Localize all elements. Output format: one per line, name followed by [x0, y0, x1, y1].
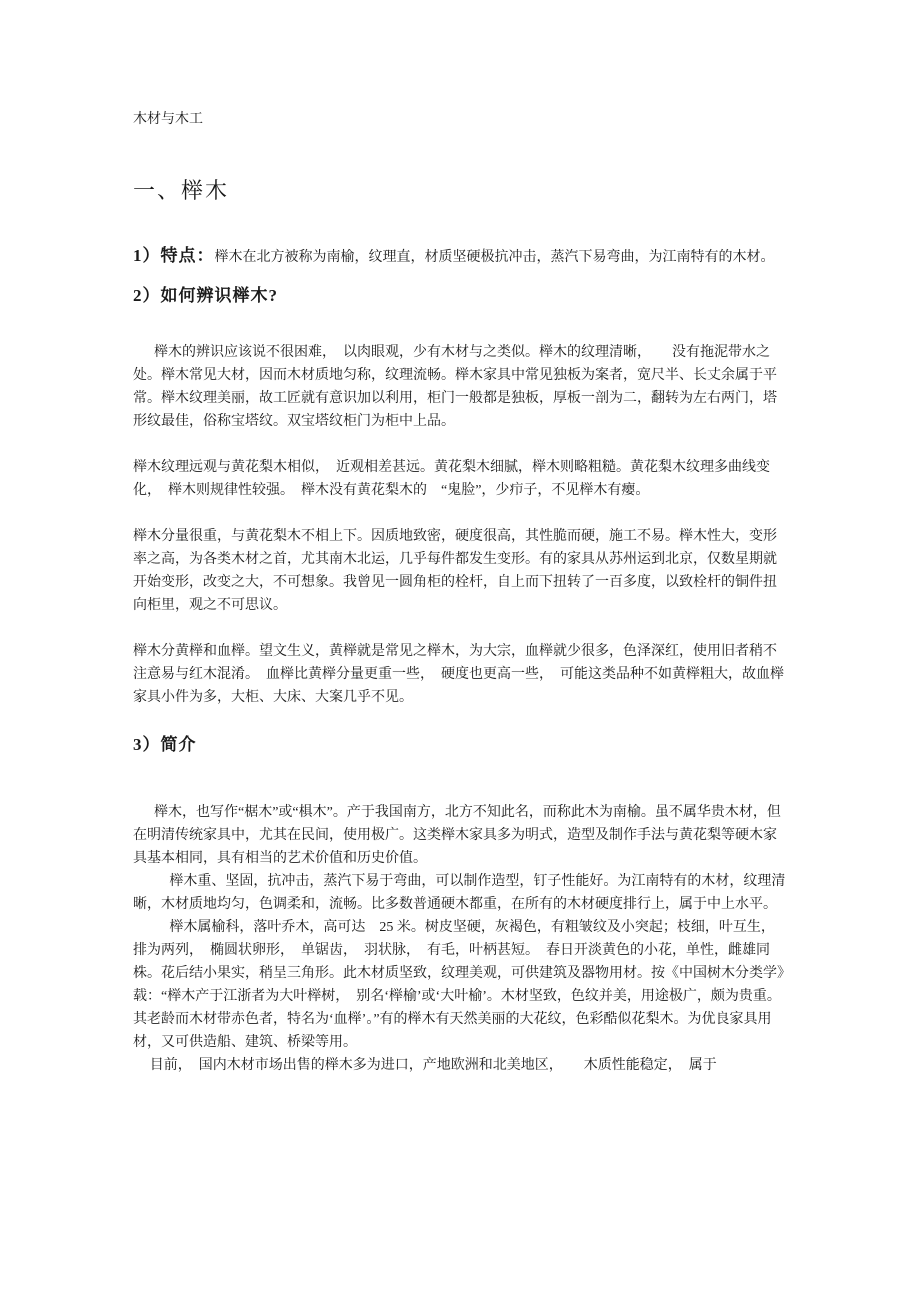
chapter-heading: 一、榉木 — [133, 178, 230, 203]
feature-text: 榉木在北方被称为南榆，纹理直，材质坚硬极抗冲击，蒸汽下易弯曲，为江南特有的木材。 — [214, 250, 775, 265]
intro-paragraph-3: 榉木属榆科，落叶乔木，高可达 25 米。树皮坚硬，灰褐色，有粗皱纹及小突起；枝细，叶互生， 排为两列， 椭圆状卵形， 单锯齿， 羽状脉， 有毛，叶柄甚短。 春日开淡黄色的小花，单性，雌雄同株。花后结小果实，稍呈三角形。此木材质坚致，纹理美观，可供建筑及器物用材。按《中国树木分类学》 载：“榉木产于江浙者为大叶榉树， 别名‘榉榆’或‘大叶榆’。木材坚致，色纹并美，用途极广，颇为贵重。其老龄而木材带赤色者，特名为‘血榉’。”有的榉木有天然美丽的大花纹，色彩酷似花梨木。为优良家具用材，又可供造船、建筑、桥梁等用。 — [133, 920, 798, 1050]
identify-paragraph-4: 榉木分黄榉和血榉。望文生义，黄榉就是常见之榉木，为大宗，血榉就少很多，色泽深红，使用旧者稍不注意易与红木混淆。 血榉比黄榉分量更重一些， 硬度也更高一些， 可能这类品种不如黄榉粗大，故血榉家具小件为多，大柜、大床、大案几乎不见。 — [133, 644, 784, 705]
section-heading-intro: 3）简介 — [133, 735, 197, 754]
section-heading-identify: 2）如何辨识榉木? — [133, 286, 278, 305]
intro-paragraph-2: 榉木重、坚固，抗冲击，蒸汽下易于弯曲，可以制作造型，钉子性能好。为江南特有的木材，纹理清晰，木材质地均匀，色调柔和，流畅。比多数普通硬木都重，在所有的木材硬度排行上，属于中上水平。 — [133, 874, 786, 912]
feature-label: 1）特点： — [133, 246, 215, 265]
doc-title: 木材与木工 — [133, 112, 203, 127]
identify-paragraph-3: 榉木分量很重，与黄花梨木不相上下。因质地致密，硬度很高，其性脆而硬，施工不易。榉木性大，变形率之高，为各类木材之首，尤其南木北运，几乎每件都发生变形。有的家具从苏州运到北京，仅数星期就开始变形，改变之大，不可想象。我曾见一圆角柜的栓杆，自上而下扭转了一百多度，以致栓杆的铜件扭向柜里，观之不可思议。 — [133, 529, 777, 613]
intro-paragraph-4: 目前， 国内木材市场出售的榉木多为进口，产地欧洲和北美地区， 木质性能稳定， 属于 — [149, 1058, 717, 1073]
intro-paragraph-1: 榉木，也写作“椐木”或“椇木”。产于我国南方，北方不知此名，而称此木为南榆。虽不属华贵木材，但在明清传统家具中，尤其在民间，使用极广。这类榉木家具多为明式，造型及制作手法与黄花梨等硬木家具基本相同，具有相当的艺术价值和历史价值。 — [133, 805, 781, 866]
identify-paragraph-2: 榉木纹理远观与黄花梨木相似， 近观相差甚远。黄花梨木细腻，榉木则略粗糙。黄花梨木纹理多曲线变化， 榉木则规律性较强。 榉木没有黄花梨木的 “鬼脸”，少疖子，不见榉木有瘿。 — [133, 460, 770, 498]
identify-paragraph-1: 榉木的辨识应该说不很困难， 以肉眼观，少有木材与之类似。榉木的纹理清晰， 没有拖泥带水之处。榉木常见大材，因而木材质地匀称，纹理流畅。榉木家具中常见独板为案者，宽尺半、长丈余属于平常。榉木纹理美丽，故工匠就有意识加以利用，柜门一般都是独板，厚板一剖为二，翻转为左右两门，塔形纹最佳，俗称宝塔纹。双宝塔纹柜门为柜中上品。 — [133, 345, 777, 429]
feature-paragraph — [133, 243, 790, 271]
